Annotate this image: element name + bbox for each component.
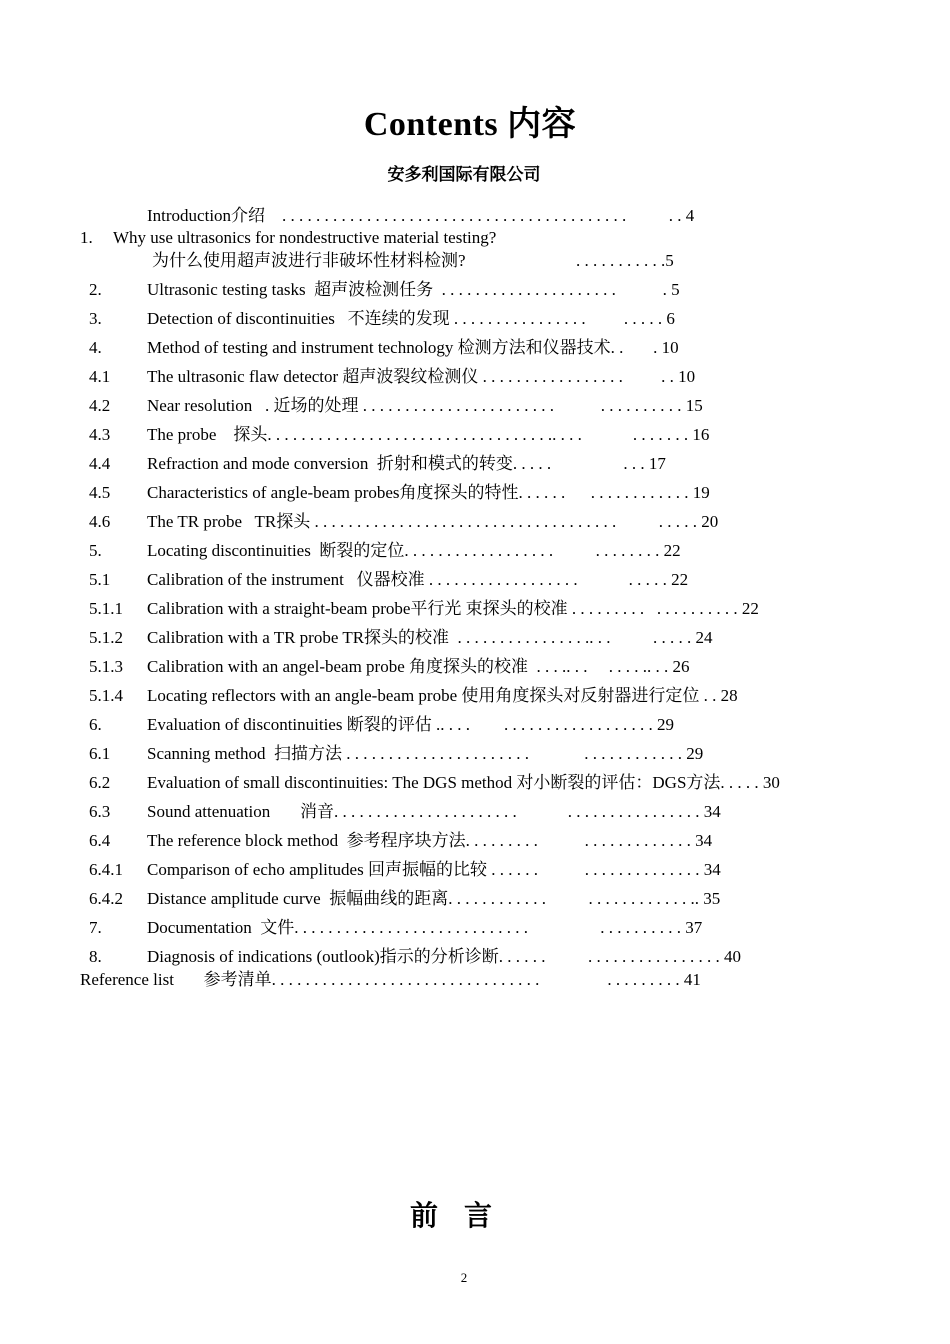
toc-entry-text: 为什么使用超声波进行非破坏性材料检测? . . . . . . . . . . .5 <box>152 251 674 270</box>
toc-entry-text: The probe 探头. . . . . . . . . . . . . . . . . . . . . . . . . . . . . . . . . .. . . . . . . . . . . 16 <box>147 425 710 444</box>
toc-entry-5-1-3[interactable] <box>0 656 950 678</box>
toc-entry-text: Reference list 参考清单. . . . . . . . . . . . . . . . . . . . . . . . . . . . . . . . . . . . . . . . . 41 <box>80 970 701 989</box>
toc-entry-number: 7. <box>89 918 102 937</box>
toc-entry-text: Distance amplitude curve 振幅曲线的距离. . . . . . . . . . . . . . . . . . . . . . . . .. 35 <box>147 889 721 908</box>
toc-entry-text: Calibration with an angel-beam probe 角度探头的校准 . . . .. . . . . . . .. . . 26 <box>147 657 690 676</box>
page-number: 2 <box>460 1270 468 1285</box>
toc-entry-3[interactable] <box>0 308 950 330</box>
toc-entry-number: 5. <box>89 541 102 560</box>
toc-entry-4[interactable] <box>0 337 950 359</box>
toc-entry-text: Method of testing and instrument technology 检测方法和仪器技术. . . 10 <box>147 338 679 357</box>
toc-entry-5-1-1[interactable] <box>0 598 950 620</box>
toc-entry-text: The TR probe TR探头 . . . . . . . . . . . . . . . . . . . . . . . . . . . . . . . . . . . . . . . . . 20 <box>147 512 719 531</box>
toc-entry-4-4[interactable] <box>0 453 950 475</box>
toc-entry-text: Sound attenuation 消音. . . . . . . . . . . . . . . . . . . . . . . . . . . . . . . . . . . . . . 34 <box>147 802 721 821</box>
toc-entry-text: The ultrasonic flaw detector 超声波裂纹检测仪 . . . . . . . . . . . . . . . . . . . 10 <box>147 367 696 386</box>
toc-entry-text: Evaluation of small discontinuities: The DGS method 对小断裂的评估：DGS方法. . . . . 30 <box>147 773 780 792</box>
toc-entry-text: Characteristics of angle-beam probes角度探头的特性. . . . . . . . . . . . . . . . . . 19 <box>147 483 710 502</box>
toc-entry-number: 1. <box>80 228 93 247</box>
toc-entry-5-1-4[interactable] <box>0 685 950 707</box>
toc-entry-text: Calibration of the instrument 仪器校准 . . . . . . . . . . . . . . . . . . . . . . . 22 <box>147 570 689 589</box>
preface-heading: 前言 <box>409 1201 518 1232</box>
toc-entry-number: 4.3 <box>89 425 111 444</box>
toc-entry-6-4-1[interactable] <box>0 859 950 881</box>
toc-entry-number: 4. <box>89 338 102 357</box>
toc-entry-4-3[interactable] <box>0 424 950 446</box>
toc-entry-5-1[interactable] <box>0 569 950 591</box>
toc-entry-4-1[interactable] <box>0 366 950 388</box>
toc-entry-number: 5.1.4 <box>89 686 123 705</box>
toc-entry-number: 5.1.1 <box>89 599 123 618</box>
toc-entry-text: Evaluation of discontinuities 断裂的评估 .. . . . . . . . . . . . . . . . . . . . . . 29 <box>147 715 674 734</box>
toc-entry-reference-list[interactable] <box>0 969 950 991</box>
toc-entry-number: 6.1 <box>89 744 111 763</box>
toc-entry-number: 2. <box>89 280 102 299</box>
toc-entry-1[interactable] <box>0 227 950 249</box>
toc-entry-number: 3. <box>89 309 102 328</box>
toc-entry-number: 6.4.2 <box>89 889 123 908</box>
toc-entry-introduction[interactable] <box>0 205 950 227</box>
toc-entry-number: 4.4 <box>89 454 111 473</box>
toc-entry-text: Scanning method 扫描方法 . . . . . . . . . . . . . . . . . . . . . . . . . . . . . . . . . . 29 <box>147 744 704 763</box>
toc-entry-4-2[interactable] <box>0 395 950 417</box>
company-name: 安多利国际有限公司 <box>387 165 541 184</box>
toc-entry-1-cn[interactable] <box>0 250 950 272</box>
toc-entry-2[interactable] <box>0 279 950 301</box>
toc-entry-number: 6.4.1 <box>89 860 123 879</box>
toc-entry-text: Comparison of echo amplitudes 回声振幅的比较 . . . . . . . . . . . . . . . . . . . . 34 <box>147 860 721 879</box>
toc-entry-number: 6.3 <box>89 802 111 821</box>
toc-entry-text: Diagnosis of indications (outlook)指示的分析诊断. . . . . . . . . . . . . . . . . . . . . . 40 <box>147 947 742 966</box>
toc-entry-number: 6.4 <box>89 831 111 850</box>
toc-entry-6-1[interactable] <box>0 743 950 765</box>
toc-entry-text: Detection of discontinuities 不连续的发现 . . . . . . . . . . . . . . . . . . . . . 6 <box>147 309 675 328</box>
toc-entry-6-2[interactable] <box>0 772 950 794</box>
toc-entry-number: 8. <box>89 947 102 966</box>
toc-entry-6-3[interactable] <box>0 801 950 823</box>
toc-entry-5[interactable] <box>0 540 950 562</box>
toc-entry-4-5[interactable] <box>0 482 950 504</box>
toc-entry-4-6[interactable] <box>0 511 950 533</box>
toc-entry-text: Ultrasonic testing tasks 超声波检测任务 . . . . . . . . . . . . . . . . . . . . . . 5 <box>147 280 680 299</box>
toc-entry-text: Calibration with a TR probe TR探头的校准 . . . . . . . . . . . . . . . .. . . . . . . . 24 <box>147 628 713 647</box>
toc-entry-5-1-2[interactable] <box>0 627 950 649</box>
toc-entry-text: Refraction and mode conversion 折射和模式的转变. . . . . . . . 17 <box>147 454 666 473</box>
toc-entry-6-4[interactable] <box>0 830 950 852</box>
toc-entry-number: 4.1 <box>89 367 111 386</box>
toc-entry-text: Near resolution . 近场的处理 . . . . . . . . . . . . . . . . . . . . . . . . . . . . . . . . . 15 <box>147 396 703 415</box>
toc-entry-number: 5.1 <box>89 570 111 589</box>
toc-entry-text: The reference block method 参考程序块方法. . . . . . . . . . . . . . . . . . . . . . 34 <box>147 831 713 850</box>
toc-entry-7[interactable] <box>0 917 950 939</box>
toc-entry-text: Locating discontinuities 断裂的定位. . . . . . . . . . . . . . . . . . . . . . . . . . 22 <box>147 541 681 560</box>
toc-entry-8[interactable] <box>0 946 950 968</box>
toc-entry-number: 5.1.2 <box>89 628 123 647</box>
toc-entry-text: Why use ultrasonics for nondestructive material testing? <box>113 228 497 247</box>
toc-entry-text: Calibration with a straight-beam probe平行光 束探头的校准 . . . . . . . . . . . . . . . . . . . 22 <box>147 599 759 618</box>
toc-entry-number: 6. <box>89 715 102 734</box>
toc-entry-6[interactable] <box>0 714 950 736</box>
toc-entry-number: 4.2 <box>89 396 111 415</box>
toc-entry-6-4-2[interactable] <box>0 888 950 910</box>
contents-title: Contents 内容 <box>363 106 577 143</box>
toc-entry-number: 4.6 <box>89 512 111 531</box>
toc-entry-number: 6.2 <box>89 773 111 792</box>
toc-entry-text: Introduction介绍 . . . . . . . . . . . . . . . . . . . . . . . . . . . . . . . . . . . . . . . . . . . 4 <box>147 206 695 225</box>
toc-entry-text: Documentation 文件. . . . . . . . . . . . . . . . . . . . . . . . . . . . . . . . . . . . . . 37 <box>147 918 703 937</box>
toc-entry-number: 4.5 <box>89 483 111 502</box>
toc-entry-text: Locating reflectors with an angle-beam probe 使用角度探头对反射器进行定位 . . 28 <box>147 686 738 705</box>
toc-entry-number: 5.1.3 <box>89 657 123 676</box>
